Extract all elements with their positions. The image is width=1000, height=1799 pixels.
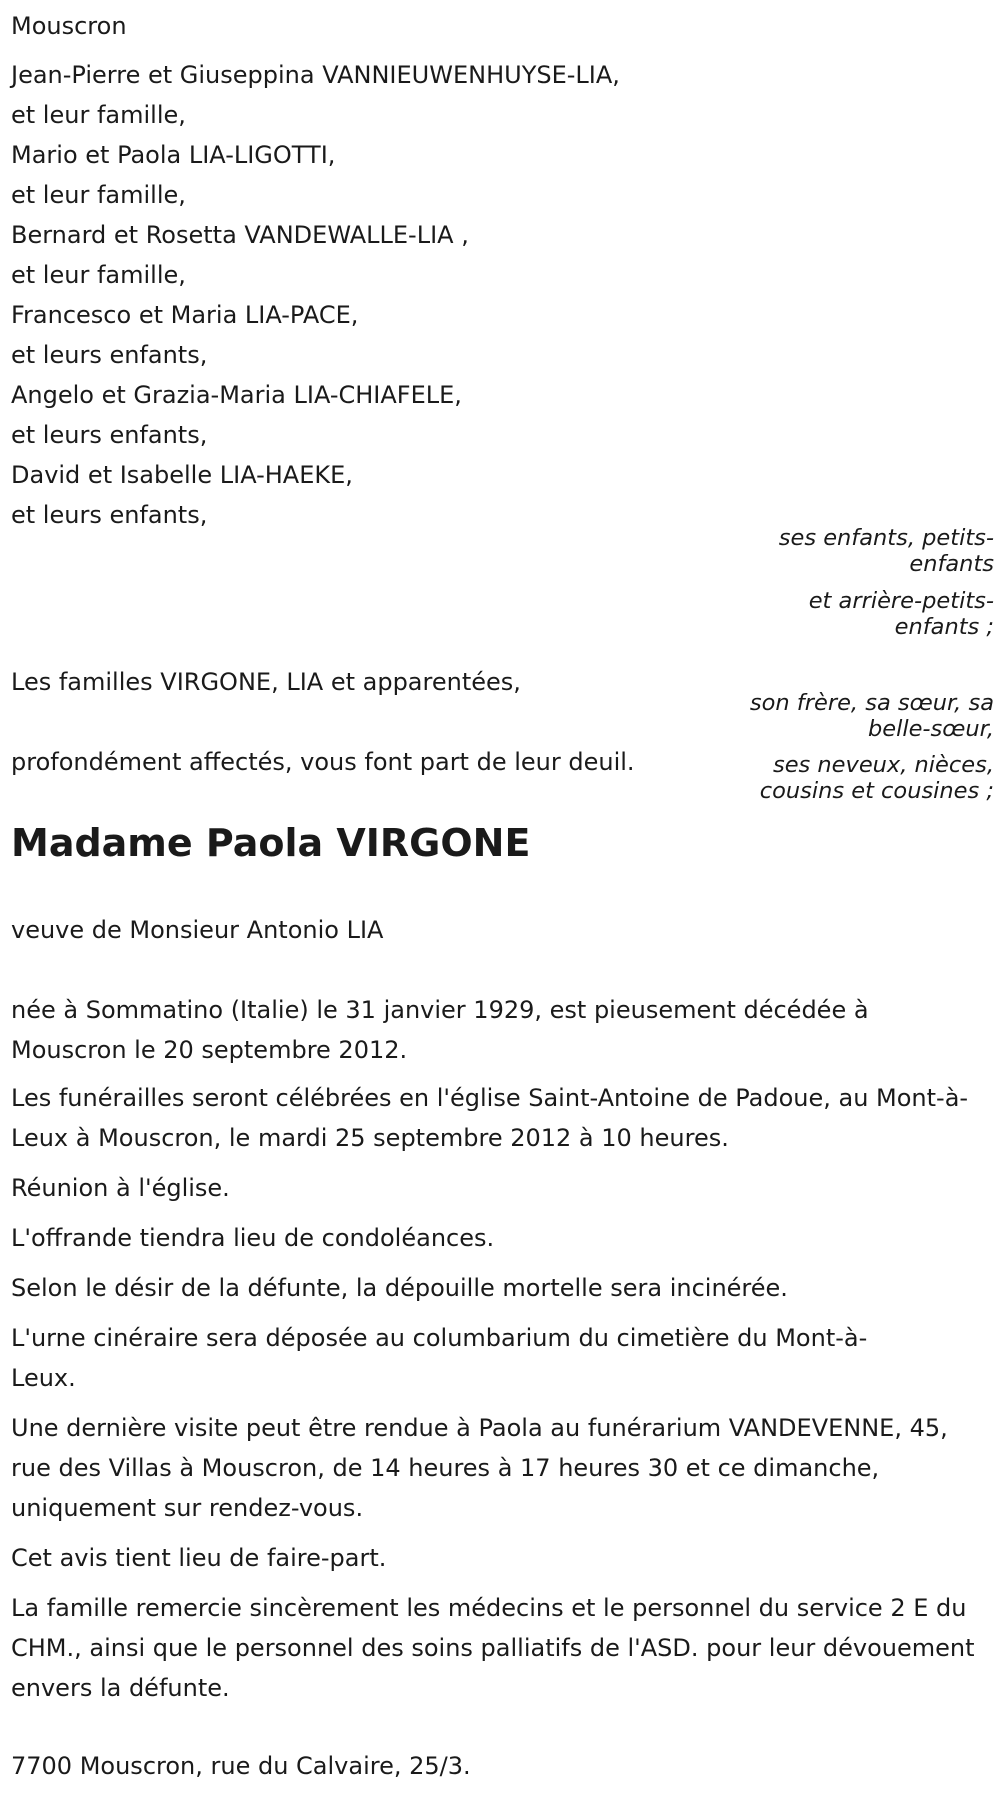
family-line: et leurs enfants, xyxy=(11,501,208,529)
paragraph-announcement: Cet avis tient lieu de faire-part. xyxy=(11,1544,387,1572)
deceased-name: Madame Paola VIRGONE xyxy=(11,821,531,865)
paragraph-funeral: Les funérailles seront célébrées en l'église Saint-Antoine de Padoue, au Mont-à-Leux à Mouscron, le mardi 25 septembre 2012 à 10 heures. xyxy=(11,1084,969,1152)
paragraph-thanks: La famille remercie sincèrement les médecins et le personnel du service 2 E du CHM., ainsi que le personnel des soins palliatifs de l'ASD. pour leur dévouement envers la défunte. xyxy=(11,1594,975,1702)
side-note-children: ses enfants, petits-enfants xyxy=(778,525,994,577)
related-families: Les familles VIRGONE, LIA et apparentées, xyxy=(11,668,521,696)
family-line: Angelo et Grazia-Maria LIA-CHIAFELE, xyxy=(11,381,462,409)
paragraph-birth-death: née à Sommatino (Italie) le 31 janvier 1929, est pieusement décédée à Mouscron le 20 septembre 2012. xyxy=(11,996,869,1064)
paragraph-offering: L'offrande tiendra lieu de condoléances. xyxy=(11,1224,495,1252)
side-note-cousins: ses neveux, nièces, cousins et cousines ; xyxy=(759,752,994,804)
family-line: et leur famille, xyxy=(11,261,186,289)
side-note-siblings: son frère, sa sœur, sa belle-sœur, xyxy=(749,690,994,742)
family-line: Jean-Pierre et Giuseppina VANNIEUWENHUYSE-LIA, xyxy=(11,61,620,89)
family-line: et leurs enfants, xyxy=(11,421,208,449)
side-note-great-grandchildren: et arrière-petits-enfants ; xyxy=(808,588,994,640)
paragraph-visit: Une dernière visite peut être rendue à Paola au funérarium VANDEVENNE, 45, rue des Villas à Mouscron, de 14 heures à 17 heures 30 et ce dimanche, uniquement sur rendez-vous. xyxy=(11,1414,948,1522)
family-line: David et Isabelle LIA-HAEKE, xyxy=(11,461,353,489)
paragraph-meeting: Réunion à l'église. xyxy=(11,1174,230,1202)
paragraph-cremation: Selon le désir de la défunte, la dépouille mortelle sera incinérée. xyxy=(11,1274,788,1302)
family-line: et leur famille, xyxy=(11,101,186,129)
address: 7700 Mouscron, rue du Calvaire, 25/3. xyxy=(11,1752,471,1780)
family-line: et leur famille, xyxy=(11,181,186,209)
affected-line: profondément affectés, vous font part de leur deuil. xyxy=(11,748,635,776)
paragraph-urn: L'urne cinéraire sera déposée au columbarium du cimetière du Mont-à-Leux. xyxy=(11,1324,868,1392)
city-header: Mouscron xyxy=(11,12,127,40)
family-line: et leurs enfants, xyxy=(11,341,208,369)
family-line: Mario et Paola LIA-LIGOTTI, xyxy=(11,141,336,169)
widow-of: veuve de Monsieur Antonio LIA xyxy=(11,916,384,944)
family-line: Bernard et Rosetta VANDEWALLE-LIA , xyxy=(11,221,469,249)
family-line: Francesco et Maria LIA-PACE, xyxy=(11,301,359,329)
